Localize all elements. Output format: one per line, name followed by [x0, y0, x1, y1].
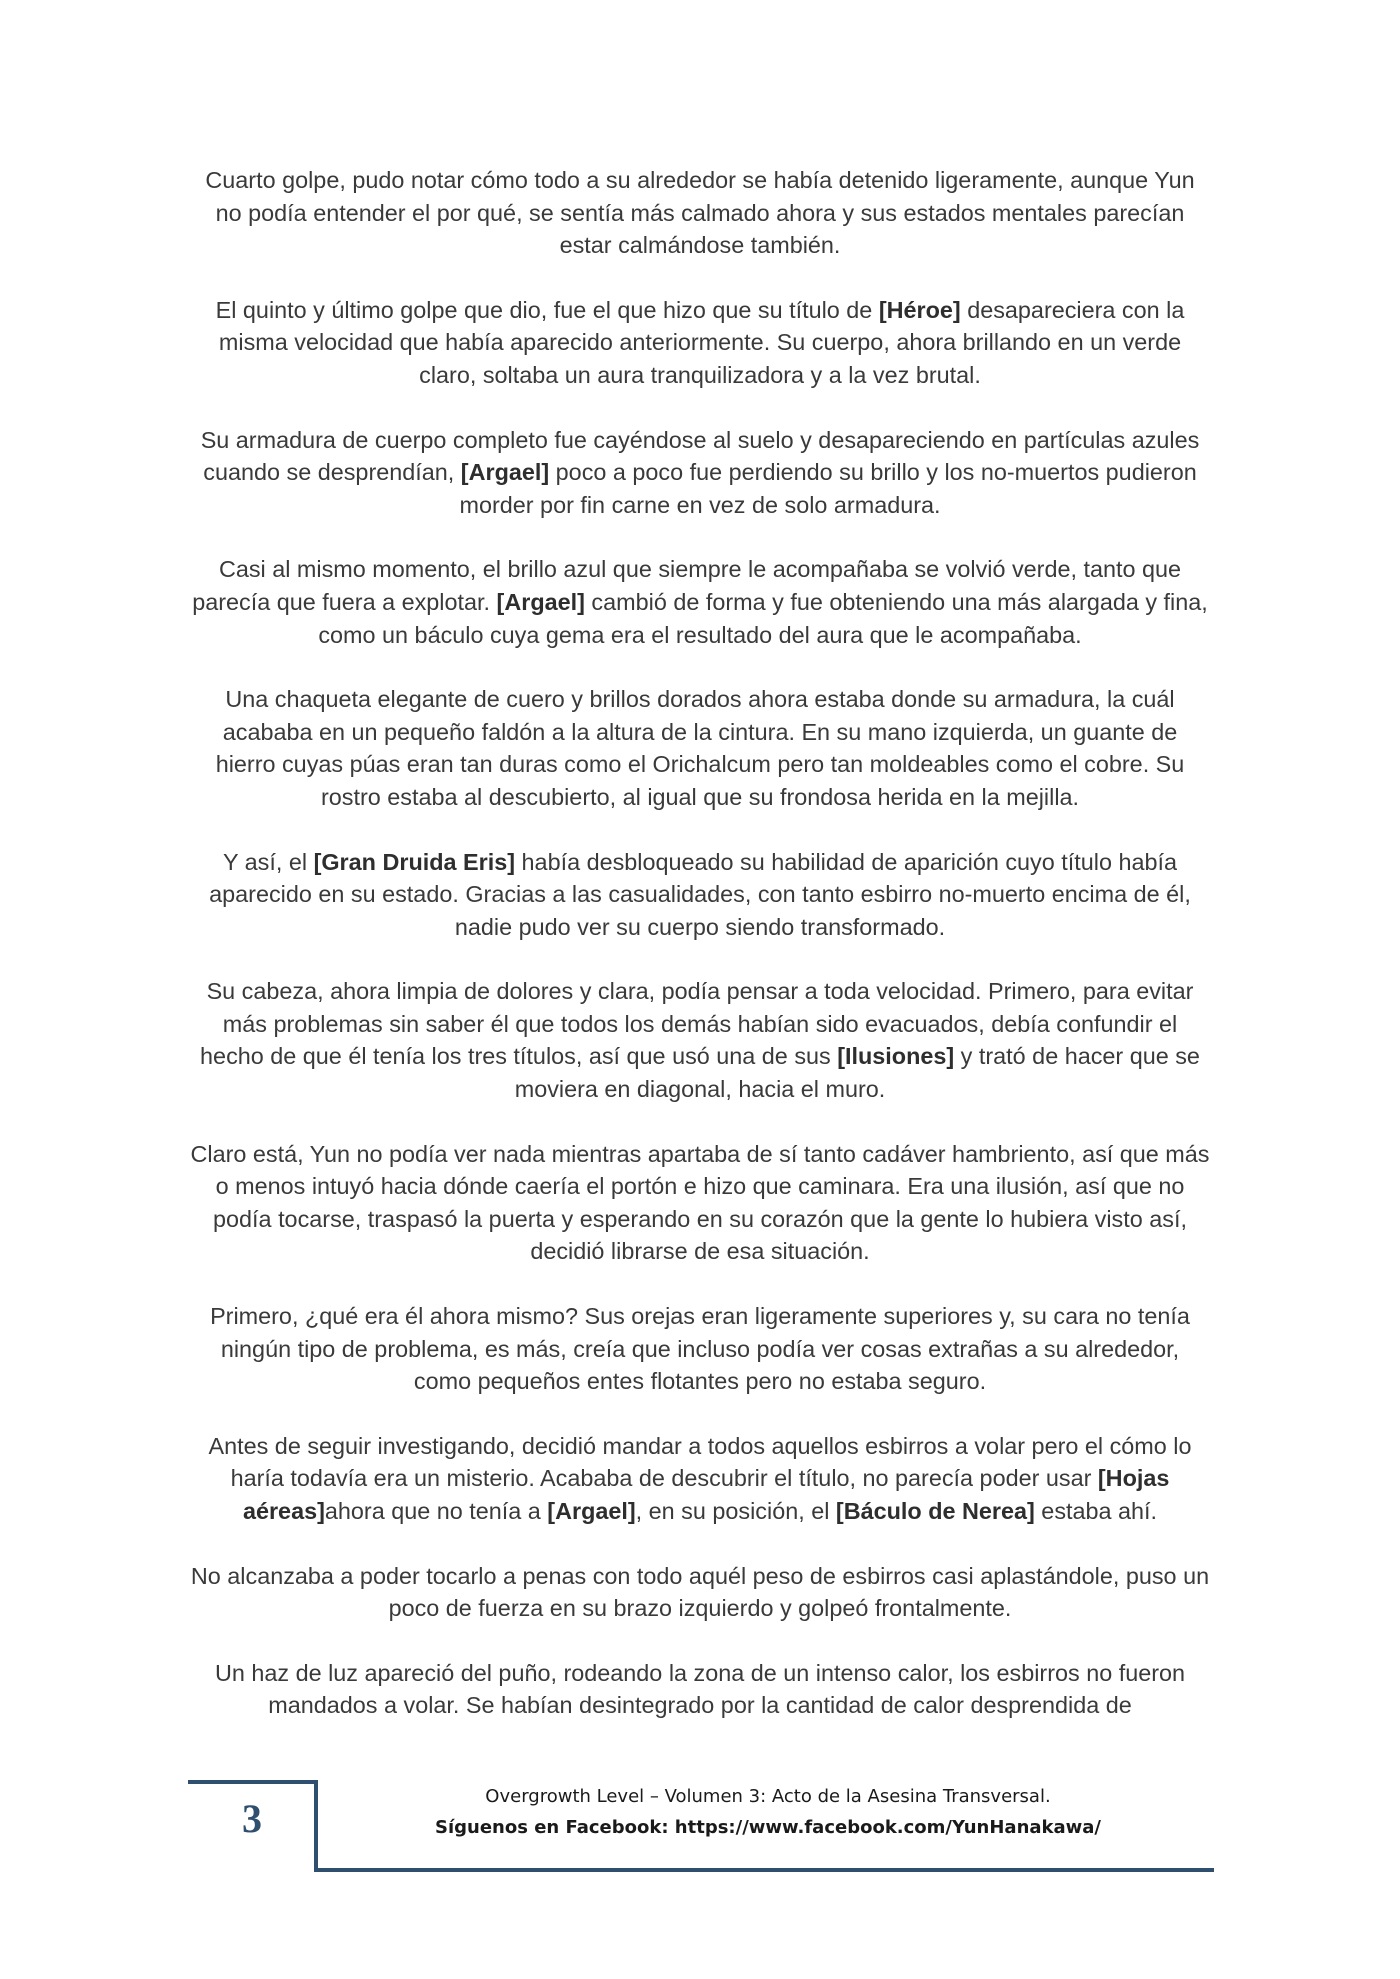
text-run: había desbloqueado su habilidad de aparición cuyo título había aparecido en su estado. Gracias a las casualidades, con tanto esbirro no-muerto encima de él, nadie pudo ver su cuerpo siendo transformado.	[209, 848, 1191, 940]
paragraph	[190, 1560, 1210, 1625]
text-run: El quinto y último golpe que dio, fue el que hizo que su título de	[215, 296, 879, 323]
footer-rule-bottom	[314, 1868, 1214, 1872]
text-run: cambió de forma y fue obteniendo una más alargada y fina, como un báculo cuya gema era el resultado del aura que le acompañaba.	[318, 588, 1208, 648]
text-run: Claro está, Yun no podía ver nada mientras apartaba de sí tanto cadáver hambriento, así que más o menos intuyó hacia dónde caería el portón e hizo que caminara. Era una ilusión, así que no podía tocarse, traspasó la puerta y esperando en su corazón que la gente lo hubiera visto así, decidió librarse de esa situación.	[190, 1140, 1210, 1265]
text-run: No alcanzaba a poder tocarlo a penas con todo aquél peso de esbirros casi aplastándole, puso un poco de fuerza en su brazo izquierdo y golpeó frontalmente.	[190, 1562, 1210, 1622]
paragraph	[190, 683, 1210, 813]
bold-term: [Gran Druida Eris]	[313, 848, 516, 875]
bold-term: [Hojas aéreas]	[242, 1465, 1170, 1524]
bold-term: [Argael]	[547, 1498, 636, 1524]
text-run: Un haz de luz apareció del puño, rodeando la zona de un intenso calor, los esbirros no fueron mandados a volar. Se habían desintegrado por la cantidad de calor desprendida de	[214, 1659, 1186, 1719]
bold-term: [Argael]	[460, 459, 550, 486]
paragraph	[190, 1430, 1210, 1528]
text-run: Su cabeza, ahora limpia de dolores y clara, podía pensar a toda velocidad. Primero, para evitar más problemas sin saber él que todos los demás habían sido evacuados, debía confundir el hecho de que él tenía los tres títulos, así que usó una de sus	[200, 978, 1194, 1070]
text-run: y trató de hacer que se moviera en diagonal, hacia el muro.	[514, 1043, 1200, 1103]
bold-term: [Héroe]	[878, 296, 961, 323]
footer-text	[318, 1781, 1218, 1843]
text-run: Y así, el	[222, 848, 314, 875]
bold-term: [Argael]	[496, 588, 585, 615]
footer-book-title: Overgrowth Level – Volumen 3: Acto de la Asesina Transversal.	[485, 1786, 1051, 1807]
bold-term: [Ilusiones]	[837, 1043, 955, 1070]
paragraph	[190, 1657, 1210, 1722]
text-run: Primero, ¿qué era él ahora mismo? Sus orejas eran ligeramente superiores y, su cara no tenía ningún tipo de problema, es más, creía que incluso podía ver cosas extrañas a su alrededor, como pequeños entes flotantes pero no estaba seguro.	[210, 1303, 1190, 1395]
bold-term: [Báculo de Nerea]	[835, 1498, 1035, 1524]
text-run: Antes de seguir investigando, decidió mandar a todos aquellos esbirros a volar pero el cómo lo haría todavía era un misterio. Acababa de descubrir el título, no parecía poder usar	[208, 1432, 1192, 1492]
text-run: Su armadura de cuerpo completo fue cayéndose al suelo y desapareciendo en partículas azules cuando se desprendían,	[200, 426, 1200, 486]
page-number: 3	[242, 1796, 262, 1841]
paragraph	[190, 975, 1210, 1105]
footer-rule-top	[188, 1780, 316, 1784]
footer-facebook-link[interactable]: Síguenos en Facebook: https://www.facebook.com/YunHanakawa/	[435, 1817, 1101, 1838]
paragraph	[190, 164, 1210, 262]
paragraph	[190, 1138, 1210, 1268]
paragraph	[190, 553, 1210, 651]
text-run: ahora que no tenía a	[324, 1498, 548, 1524]
text-run: Una chaqueta elegante de cuero y brillos dorados ahora estaba donde su armadura, la cuál acababa en un pequeño faldón a la altura de la cintura. En su mano izquierda, un guante de hierro cuyas púas eran tan duras como el Orichalcum pero tan moldeables como el cobre. Su rostro estaba al descubierto, al igual que su frondosa herida en la mejilla.	[215, 686, 1185, 810]
text-run: poco a poco fue perdiendo su brillo y los no-muertos pudieron morder por fin carne en vez de solo armadura.	[459, 459, 1197, 518]
text-run: desapareciera con la misma velocidad que había aparecido anteriormente. Su cuerpo, ahora brillando en un verde claro, soltaba un aura tranquilizadora y a la vez brutal.	[218, 296, 1185, 388]
paragraph	[190, 424, 1210, 522]
text-run: Casi al mismo momento, el brillo azul que siempre le acompañaba se volvió verde, tanto que parecía que fuera a explotar.	[192, 556, 1182, 615]
page-body	[190, 164, 1210, 1754]
text-run: Cuarto golpe, pudo notar cómo todo a su alrededor se había detenido ligeramente, aunque Yun no podía entender el por qué, se sentía más calmado ahora y sus estados mentales parecían estar calmándose también.	[205, 167, 1195, 259]
text-run: estaba ahí.	[1034, 1498, 1158, 1524]
text-run: , en su posición, el	[635, 1498, 836, 1524]
paragraph	[190, 294, 1210, 392]
paragraph	[190, 1300, 1210, 1398]
paragraph	[190, 846, 1210, 944]
